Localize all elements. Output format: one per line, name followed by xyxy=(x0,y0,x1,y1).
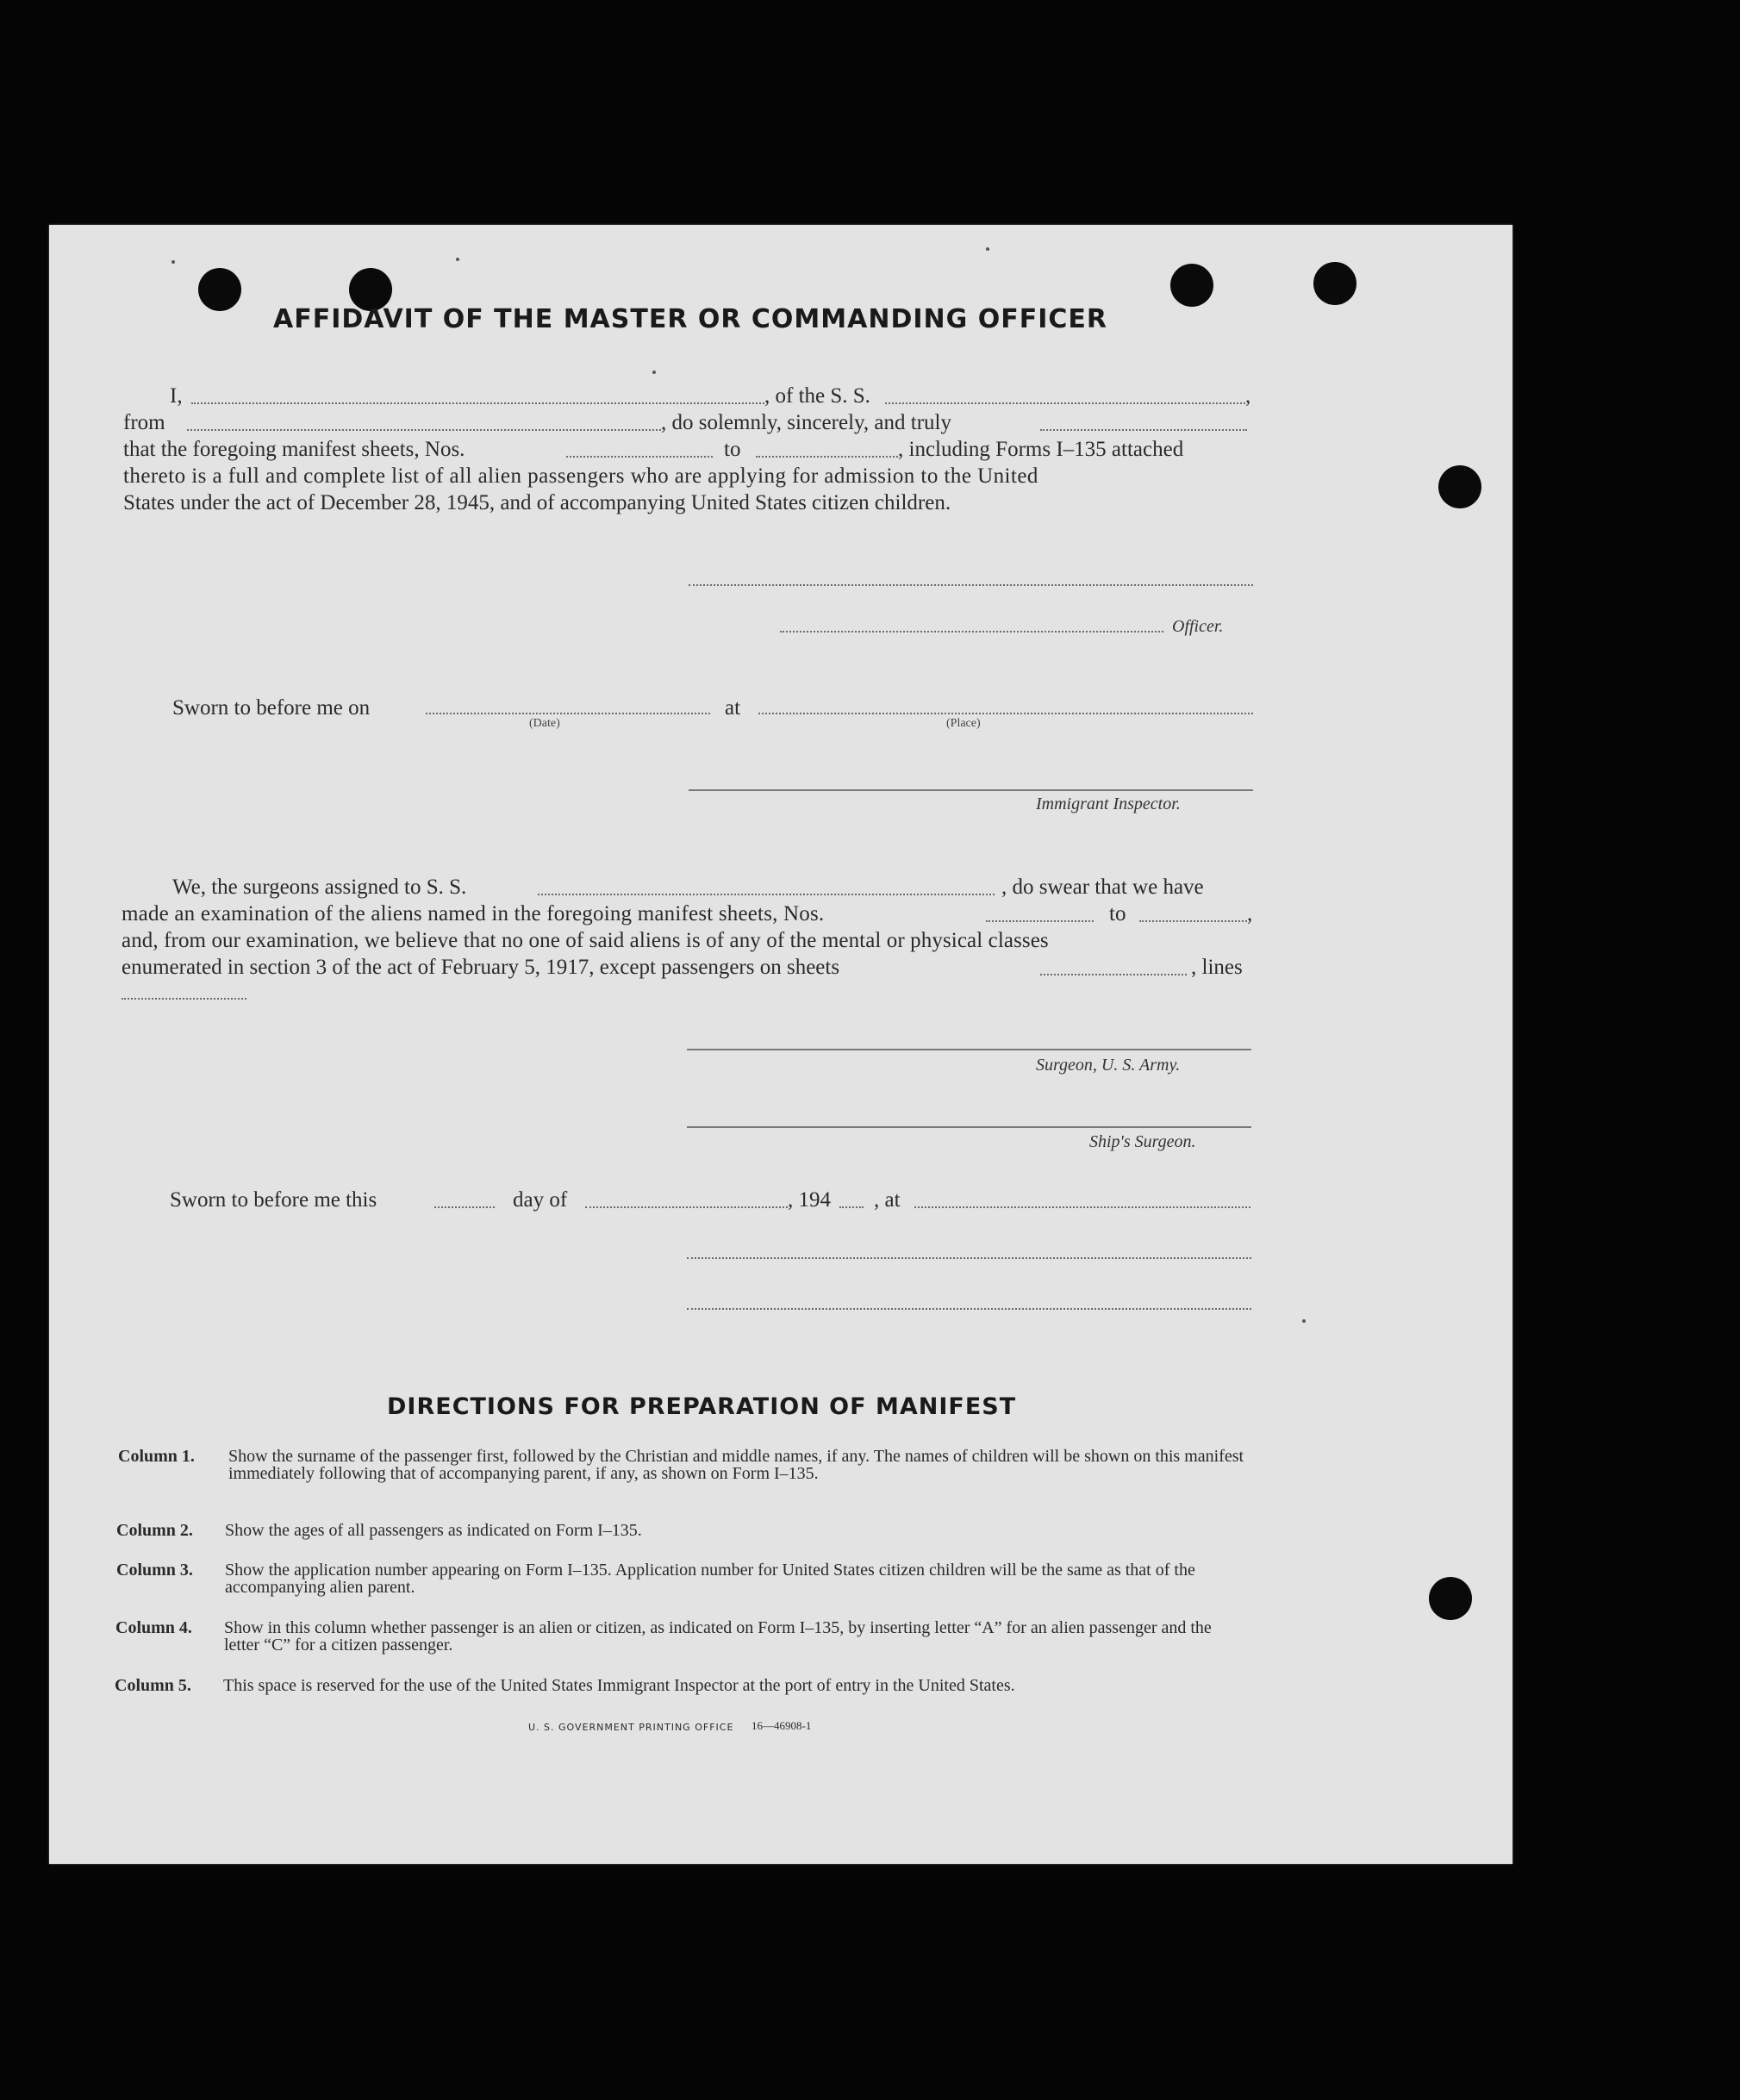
form-number: 16—46908-1 xyxy=(752,1719,812,1732)
except-sheets-field[interactable] xyxy=(1040,974,1187,975)
sheets-from-field[interactable] xyxy=(566,456,713,458)
form-sheet xyxy=(49,225,1512,1864)
surgeons-sheets-from-field[interactable] xyxy=(986,920,1094,922)
surgeons-line-1b: , do swear that we have xyxy=(1001,876,1204,899)
surgeons-line-2b: to xyxy=(1109,902,1126,925)
army-surgeon-label: Surgeon, U. S. Army. xyxy=(1036,1056,1181,1075)
affidavit-line-4: thereto is a full and complete list of all alien passengers who are applying for admission to the United xyxy=(123,464,1038,488)
affidavit-line-3a: that the foregoing manifest sheets, Nos. xyxy=(123,438,465,461)
column-4-label: Column 4. xyxy=(115,1618,192,1637)
column-5-label: Column 5. xyxy=(115,1676,191,1695)
paper-speck xyxy=(456,258,459,261)
column-1-text: Show the surname of the passenger first, followed by the Christian and middle names, if any. The names of children will be shown on this manifest immediately following that of accompanying parent, if any, as shown on Form I–135. xyxy=(228,1447,1244,1483)
sheets-to-field[interactable] xyxy=(756,456,898,458)
sworn-date-field[interactable] xyxy=(426,713,710,714)
paper-speck xyxy=(986,247,989,251)
surgeons-line-2a: made an examination of the aliens named in the foregoing manifest sheets, Nos. xyxy=(122,902,825,925)
master-name-field[interactable] xyxy=(191,402,764,404)
army-surgeon-signature-line[interactable] xyxy=(687,1049,1251,1050)
directions-title: DIRECTIONS FOR PREPARATION OF MANIFEST xyxy=(387,1393,1017,1420)
punch-hole xyxy=(1438,465,1481,508)
column-2-text: Show the ages of all passengers as indicated on Form I–135. xyxy=(225,1521,642,1540)
surgeons-sheets-to-field[interactable] xyxy=(1139,920,1247,922)
day-of-text: day of xyxy=(513,1188,568,1212)
column-2-label: Column 2. xyxy=(116,1521,193,1540)
punch-hole xyxy=(1429,1577,1472,1620)
year-text: , 194 xyxy=(788,1188,831,1212)
affidavit-title: AFFIDAVIT OF THE MASTER OR COMMANDING OFFICER xyxy=(273,304,1107,334)
officer-label: Officer. xyxy=(1172,617,1224,636)
inspector-signature-line[interactable] xyxy=(689,789,1253,791)
paper-speck xyxy=(652,371,656,374)
column-3-text: Show the application number appearing on Form I–135. Application number for United States citizen children will be the same as that of the accompanying alien parent. xyxy=(225,1561,1195,1597)
sworn-at-text: at xyxy=(725,696,741,720)
ship-surgeon-signature-line[interactable] xyxy=(687,1126,1251,1128)
ship-name-field[interactable] xyxy=(885,402,1245,404)
date-caption: (Date) xyxy=(529,717,560,730)
affidavit-line-1b: , of the S. S. xyxy=(764,384,870,408)
punch-hole xyxy=(1170,264,1213,307)
column-4-text: Show in this column whether passenger is an alien or citizen, as indicated on Form I–135, by inserting letter “A” for an alien passenger and the letter “C” for a citizen passenger. xyxy=(224,1618,1212,1654)
sworn-at-this-field[interactable] xyxy=(914,1206,1250,1208)
sworn-month-field[interactable] xyxy=(585,1206,788,1208)
punch-hole xyxy=(1313,262,1356,305)
sworn-day-field[interactable] xyxy=(434,1206,495,1208)
sworn-at-this-text: , at xyxy=(874,1188,901,1212)
from-port-field[interactable] xyxy=(187,429,661,431)
ship-surgeon-label: Ship's Surgeon. xyxy=(1089,1132,1196,1151)
affidavit-blank-field[interactable] xyxy=(1040,429,1247,431)
surgeons-line-4b: , lines xyxy=(1191,956,1243,979)
signature-line-2[interactable] xyxy=(687,1308,1251,1310)
affidavit-line-1c: , xyxy=(1245,384,1251,408)
affidavit-line-2a: from xyxy=(123,411,165,434)
affidavit-line-2b: , do solemnly, sincerely, and truly xyxy=(661,411,951,434)
affidavit-line-5: States under the act of December 28, 1945, and of accompanying United States citizen children. xyxy=(123,491,951,514)
affidavit-line-3b: to xyxy=(724,438,741,461)
surgeons-line-4a: enumerated in section 3 of the act of February 5, 1917, except passengers on sheets xyxy=(122,956,840,979)
signature-line-1[interactable] xyxy=(687,1257,1251,1259)
sworn-place-field[interactable] xyxy=(758,713,1253,714)
column-3-label: Column 3. xyxy=(116,1561,193,1580)
affidavit-line-3c: , including Forms I–135 attached xyxy=(898,438,1184,461)
printer-credit: U. S. GOVERNMENT PRINTING OFFICE xyxy=(528,1722,734,1733)
surgeons-line-3: and, from our examination, we believe that no one of said aliens is of any of the mental or physical classes xyxy=(122,929,1049,952)
inspector-label: Immigrant Inspector. xyxy=(1036,795,1181,813)
except-lines-field[interactable] xyxy=(122,998,246,1000)
paper-speck xyxy=(1302,1319,1306,1323)
surgeons-ship-field[interactable] xyxy=(538,894,995,895)
punch-hole xyxy=(198,268,241,311)
place-caption: (Place) xyxy=(946,717,981,730)
sworn-on-text: Sworn to before me on xyxy=(172,696,371,720)
sworn-year-field[interactable] xyxy=(839,1206,864,1208)
column-5-text: This space is reserved for the use of the United States Immigrant Inspector at the port of entry in the United States. xyxy=(223,1676,1015,1695)
sworn-this-text: Sworn to before me this xyxy=(170,1188,377,1212)
master-signature-line[interactable] xyxy=(689,584,1253,586)
surgeons-line-2c: , xyxy=(1247,902,1253,925)
affidavit-line-1a: I, xyxy=(170,384,183,408)
paper-speck xyxy=(172,260,175,264)
surgeons-line-1a: We, the surgeons assigned to S. S. xyxy=(172,876,467,899)
officer-title-line[interactable] xyxy=(780,631,1163,632)
column-1-label: Column 1. xyxy=(118,1447,195,1466)
